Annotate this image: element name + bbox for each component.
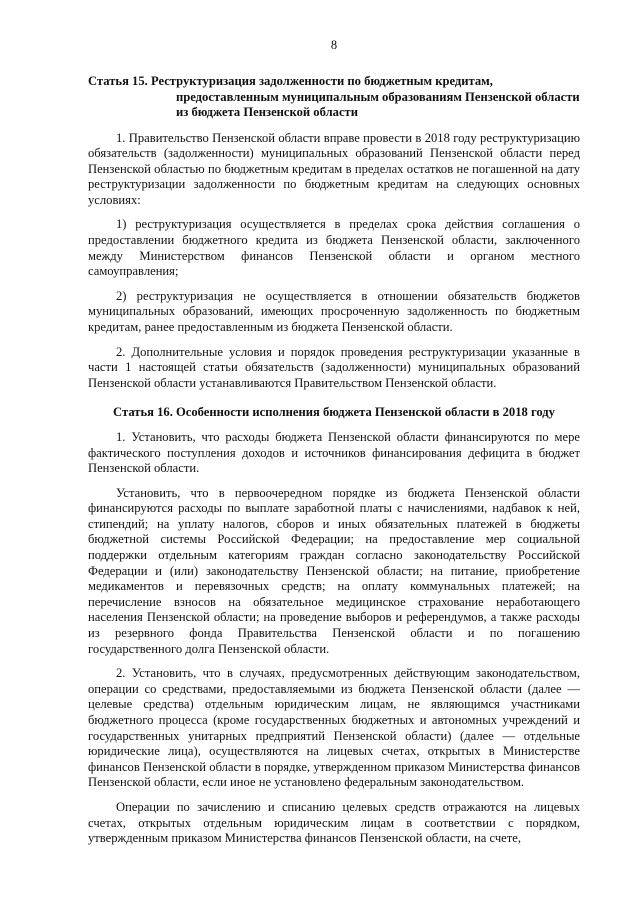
article-15-paragraph-1: 1. Правительство Пензенской области вправе провести в 2018 году реструктуризацию обязательств (задолженности) муниципальных образований Пензенской области перед Пензенской областью по бюджетным кредитам в пределах остатков не погашенной на дату реструктуризации задолженности по бюджетным кредитам на следующих основных условиях: (88, 130, 580, 207)
article-16-paragraph-1: 1. Установить, что расходы бюджета Пензенской области финансируются по мере фактического поступления доходов и источников финансирования дефицита в бюджет Пензенской области. (88, 429, 580, 476)
article-15-paragraph-2: 1) реструктуризация осуществляется в пределах срока действия соглашения о предоставлении бюджетного кредита из бюджета Пензенской области, заключенного между Министерством финансов Пензенской области и органом местного самоуправления; (88, 217, 580, 279)
article-15-paragraph-4: 2. Дополнительные условия и порядок проведения реструктуризации указанные в части 1 настоящей статьи обязательств (задолженности) муниципальных образований Пензенской области устанавливаются Правительством Пензенской области. (88, 344, 580, 390)
page-number: 8 (330, 38, 338, 52)
article-16-paragraph-2: Установить, что в первоочередном порядке из бюджета Пензенской области финансируются расходы по выплате заработной платы с начислениями, надбавок к ней, стипендий; на уплату налогов, сборов и иных обязательных платежей в бюджеты бюджетной системы Российской Федерации; на предоставление мер социальной поддержки отдельным категориям граждан согласно законодательству Российской Федерации и (или) законодательству Пензенской области; на питание, приобретение медикаментов и перевязочных средств; на оплату коммунальных платежей; на перечисление взносов на обязательное медицинское страхование неработающего населения Пензенской области; на проведение выборов и референдумов, а также расходы из резервного фонда Правительства Пензенской области и по погашению государственного долга Пензенской области. (88, 485, 580, 656)
article-15-paragraph-3: 2) реструктуризация не осуществляется в отношении обязательств бюджетов муниципальных образований, имеющих просроченную задолженность по бюджетным кредитам, ранее предоставленным из бюджета Пензенской области. (88, 288, 580, 335)
article-16-heading: Статья 16. Особенности исполнения бюджета Пензенской области в 2018 году (113, 405, 555, 420)
article-16-paragraph-3: 2. Установить, что в случаях, предусмотренных действующим законодательством, операции со средствами, предоставляемыми из бюджета Пензенской области (далее — целевые средства) отдельным юридическим лицам, не являющимся участниками бюджетного процесса (кроме государственных бюджетных и автономных учреждений и государственных унитарных предприятий Пензенской области) (далее — отдельные юридические лица), осуществляются на лицевых счетах, открытых в Министерстве финансов Пензенской области в порядке, утвержденном приказом Министерства финансов Пензенской области, если иное не установлено федеральным законодательством. (88, 666, 580, 790)
article-15-heading: Статья 15. Реструктуризация задолженности по бюджетным кредитам, предоставленным муниципальным образованиям Пензенской области из бюджета Пензенской области (88, 74, 580, 119)
article-16-paragraph-4: Операции по зачислению и списанию целевых средств отражаются на лицевых счетах, открытых отдельным юридическим лицам в соответствии с порядком, утвержденным приказом Министерства финансов Пензенской области, на счете, (88, 799, 580, 846)
